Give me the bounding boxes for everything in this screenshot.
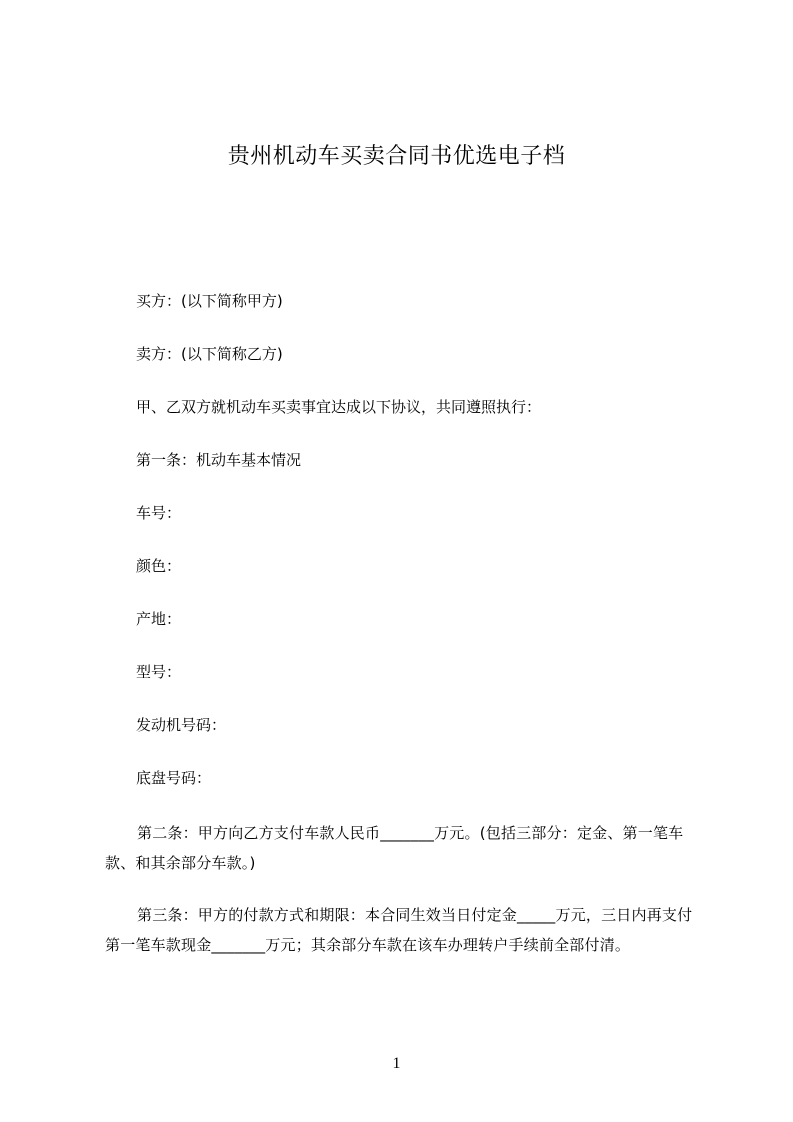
seller-line: 卖方：(以下简称乙方) bbox=[136, 345, 283, 363]
article-one-heading: 第一条：机动车基本情况 bbox=[136, 451, 302, 469]
article-three-paragraph: 第三条：甲方的付款方式和期限：本合同生效当日付定金_____万元，三日内再支付第一笔车款现金_______万元；其余部分车款在该车办理转户手续前全部付清。 bbox=[105, 906, 693, 954]
engine-number-line: 发动机号码： bbox=[136, 716, 227, 734]
model-line: 型号： bbox=[136, 663, 182, 681]
color-line: 颜色： bbox=[136, 557, 182, 575]
origin-line: 产地： bbox=[136, 610, 182, 628]
page-number: 1 bbox=[392, 1055, 401, 1072]
buyer-line: 买方：(以下简称甲方) bbox=[136, 292, 283, 310]
document-title: 贵州机动车买卖合同书优选电子档 bbox=[227, 144, 566, 169]
agreement-intro-line: 甲、乙双方就机动车买卖事宜达成以下协议，共同遵照执行： bbox=[136, 398, 542, 416]
chassis-number-line: 底盘号码： bbox=[136, 769, 212, 787]
article-two-paragraph: 第二条：甲方向乙方支付车款人民币_______万元。(包括三部分：定金、第一笔车款、和其余部分车款。) bbox=[105, 824, 684, 872]
plate-number-line: 车号： bbox=[136, 504, 182, 522]
